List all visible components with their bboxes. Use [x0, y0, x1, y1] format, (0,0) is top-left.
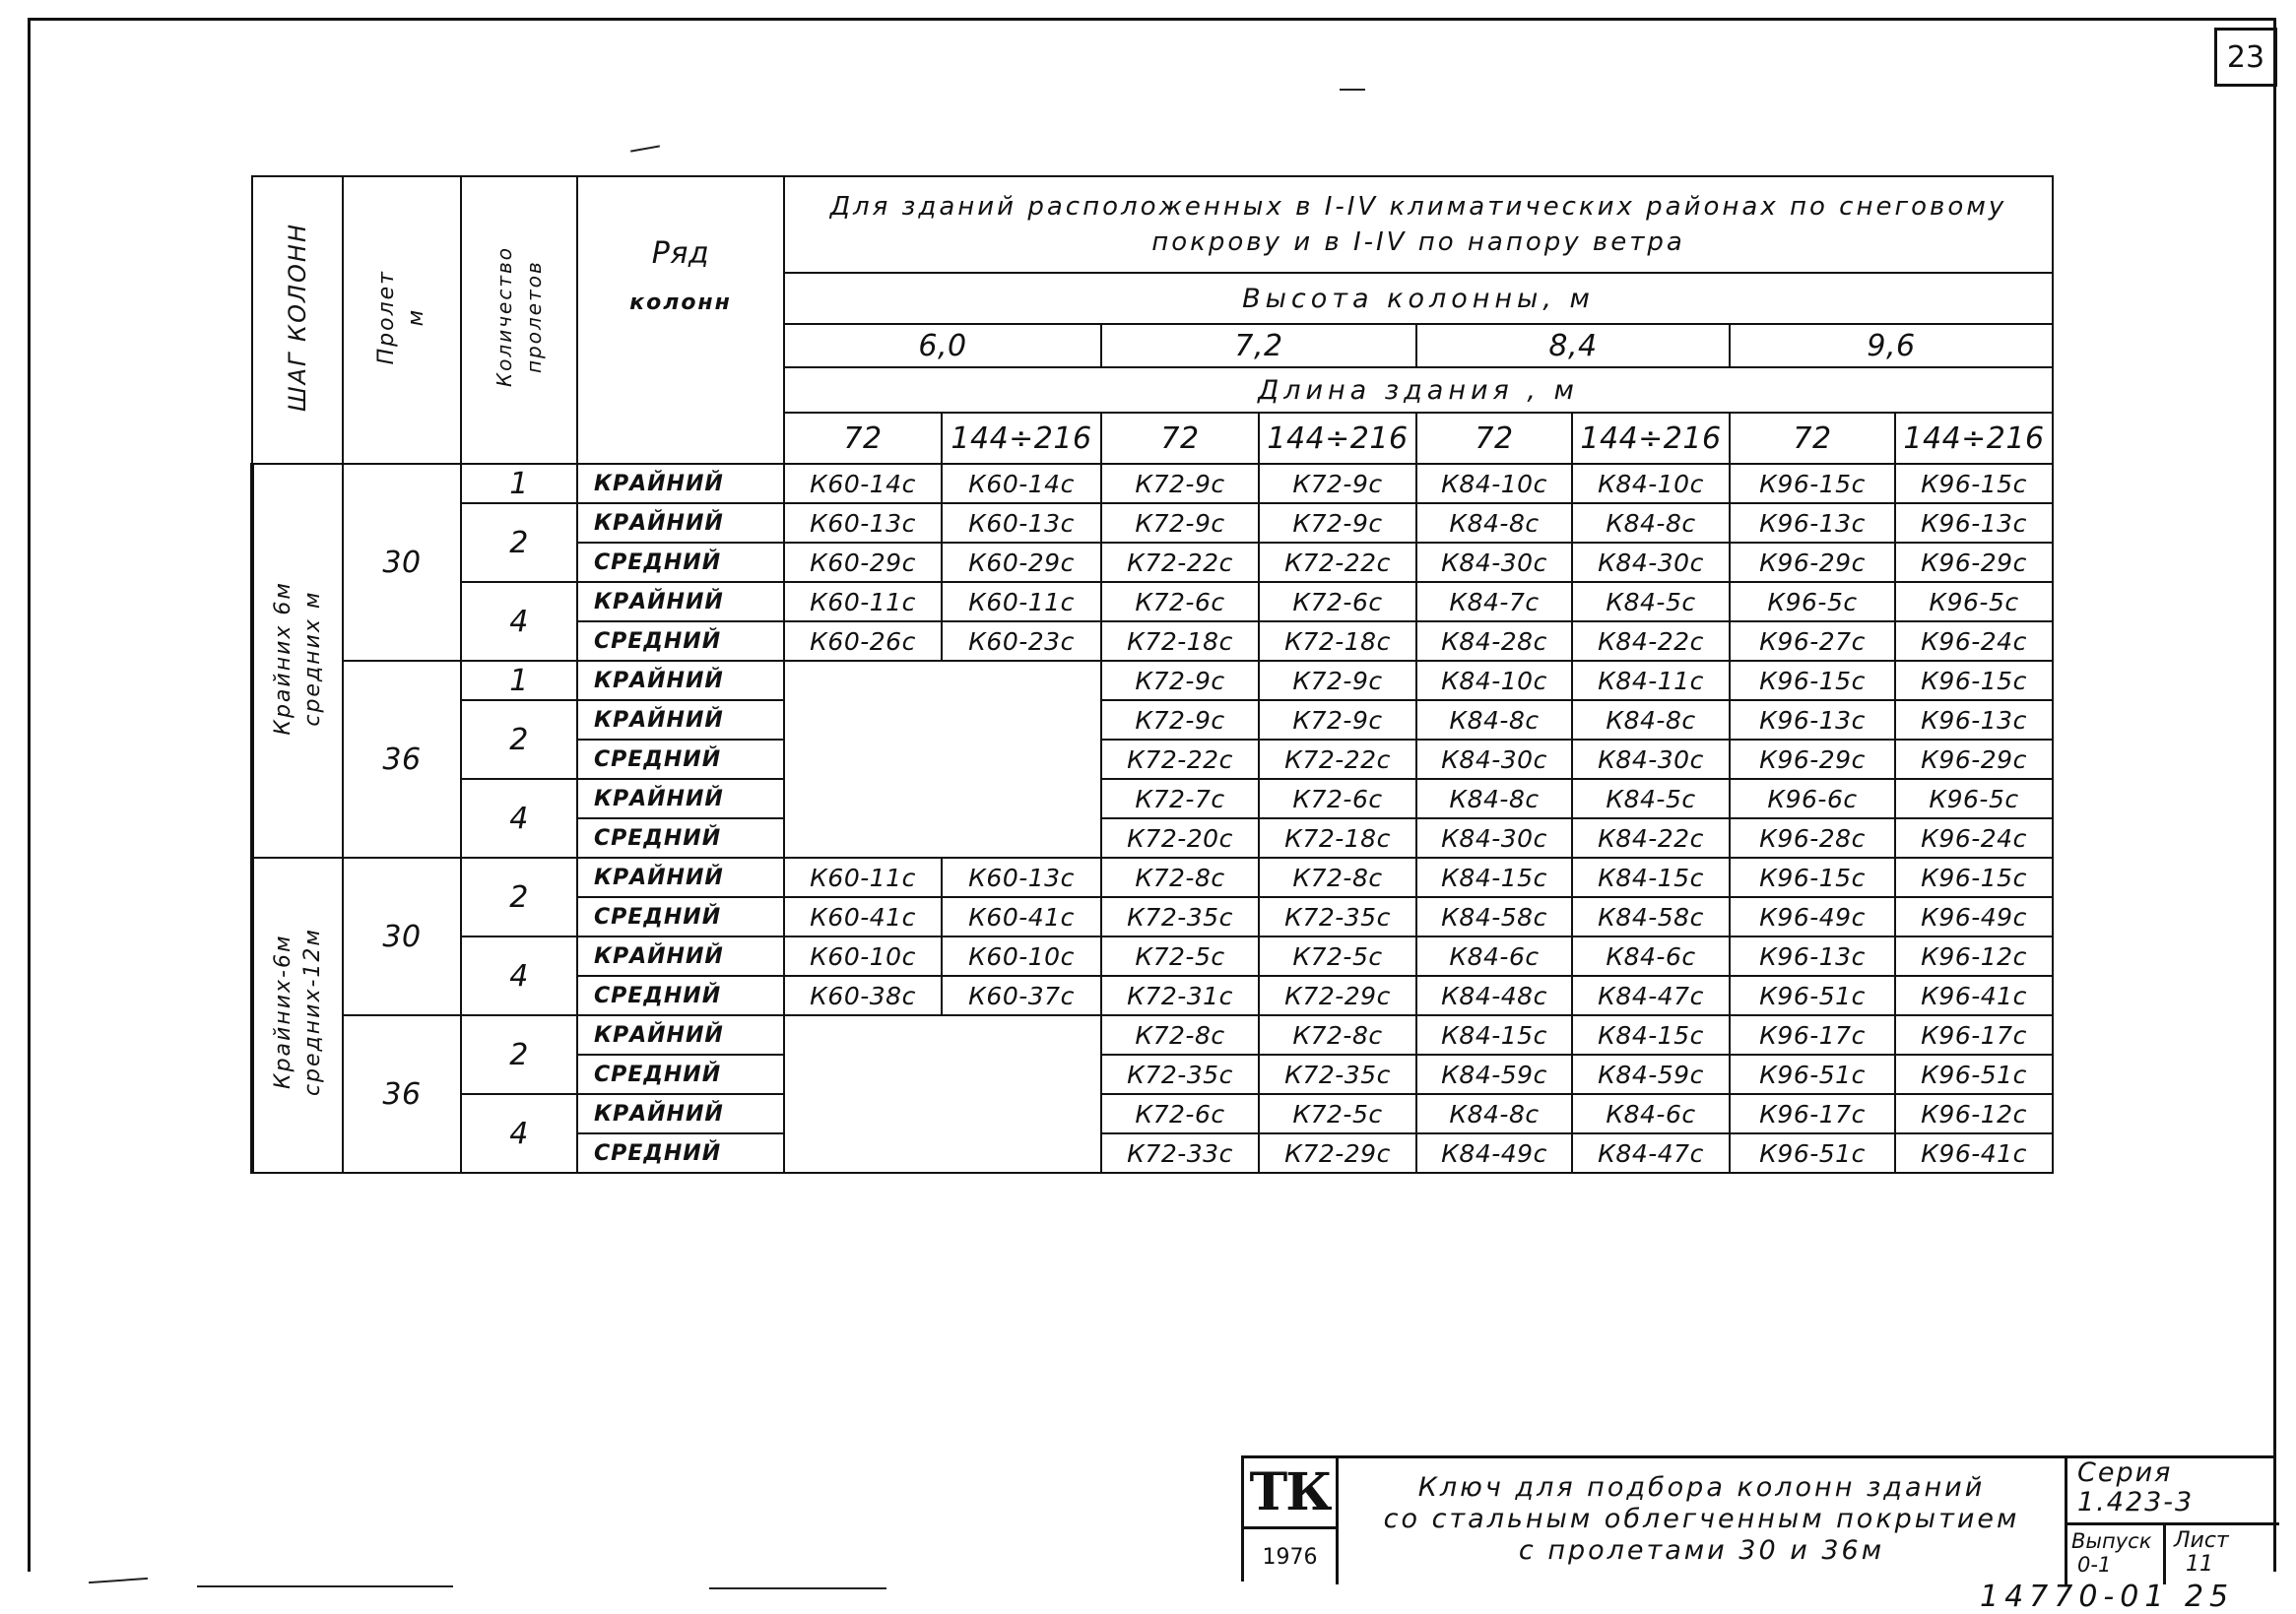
mark-cell: К84-6с	[1416, 936, 1572, 976]
count-cell: 2	[461, 858, 577, 936]
mark-cell: К96-6с	[1730, 779, 1895, 818]
mark-cell: К60-13с	[942, 503, 1101, 543]
mark-cell: К72-18с	[1101, 621, 1259, 661]
mark-cell: К60-13с	[784, 503, 942, 543]
mark-cell: К96-15с	[1895, 661, 2053, 700]
mark-cell: К96-51с	[1730, 1055, 1895, 1094]
mark-cell: К84-15с	[1416, 858, 1572, 897]
mark-cell: К72-35с	[1259, 897, 1416, 936]
row-type: СРЕДНИЙ	[577, 976, 784, 1015]
span-cell: 30	[343, 464, 461, 661]
mark-cell: К84-15с	[1572, 1015, 1730, 1055]
length-cell: 144÷216	[1259, 413, 1416, 464]
row-type: СРЕДНИЙ	[577, 1133, 784, 1173]
blank-cell	[784, 661, 1101, 858]
mark-cell: К84-22с	[1572, 621, 1730, 661]
mark-cell: К84-15с	[1572, 858, 1730, 897]
header-span: Пролет м	[343, 176, 461, 464]
mark-cell: К96-49с	[1895, 897, 2053, 936]
mark-cell: К72-9с	[1259, 661, 1416, 700]
series-cell: Серия 1.423-3	[2067, 1458, 2279, 1525]
count-cell: 1	[461, 661, 577, 700]
mark-cell: К96-5с	[1895, 779, 2053, 818]
mark-cell: К96-49с	[1730, 897, 1895, 936]
mark-cell: К96-17с	[1895, 1015, 2053, 1055]
mark-cell: К96-41с	[1895, 1133, 2053, 1173]
mark-cell: К84-10с	[1416, 464, 1572, 503]
mark-cell: К84-28с	[1416, 621, 1572, 661]
count-cell: 4	[461, 1094, 577, 1173]
mark-cell: К72-8с	[1259, 858, 1416, 897]
mark-cell: К84-5с	[1572, 779, 1730, 818]
mark-cell: К84-59с	[1572, 1055, 1730, 1094]
mark-cell: К84-47с	[1572, 976, 1730, 1015]
mark-cell: К84-8с	[1416, 1094, 1572, 1133]
count-cell: 4	[461, 936, 577, 1015]
mark-cell: К72-6с	[1101, 1094, 1259, 1133]
mark-cell: К60-23с	[942, 621, 1101, 661]
mark-cell: К60-29с	[784, 543, 942, 582]
mark-cell: К60-11с	[784, 582, 942, 621]
mark-cell: К72-9с	[1259, 464, 1416, 503]
mark-cell: К96-15с	[1730, 464, 1895, 503]
mark-cell: К96-29с	[1730, 543, 1895, 582]
header-height: Высота колонны, м	[784, 273, 2053, 324]
row-type: КРАЙНИЙ	[577, 1015, 784, 1055]
mark-cell: К96-51с	[1895, 1055, 2053, 1094]
mark-cell: К72-22с	[1101, 543, 1259, 582]
mark-cell: К72-35с	[1259, 1055, 1416, 1094]
mark-cell: К96-13с	[1895, 700, 2053, 740]
mark-cell: К60-29с	[942, 543, 1101, 582]
mark-cell: К96-28с	[1730, 818, 1895, 858]
year: 1976	[1244, 1529, 1339, 1584]
mark-cell: К84-6с	[1572, 936, 1730, 976]
count-cell: 4	[461, 582, 577, 661]
row-type: СРЕДНИЙ	[577, 740, 784, 779]
mark-cell: К72-5с	[1259, 936, 1416, 976]
mark-cell: К84-47с	[1572, 1133, 1730, 1173]
tk-logo: ТК	[1244, 1458, 1339, 1529]
mark-cell: К72-7с	[1101, 779, 1259, 818]
mark-cell: К84-10с	[1416, 661, 1572, 700]
mark-cell: К96-13с	[1730, 503, 1895, 543]
mark-cell: К96-17с	[1730, 1015, 1895, 1055]
mark-cell: К72-8с	[1101, 1015, 1259, 1055]
length-cell: 144÷216	[1895, 413, 2053, 464]
length-cell: 72	[1416, 413, 1572, 464]
mark-cell: К72-18с	[1259, 621, 1416, 661]
height-7-2: 7,2	[1101, 324, 1416, 367]
mark-cell: К96-41с	[1895, 976, 2053, 1015]
drawing-title: Ключ для подбора колонн зданий со стальным облегченным покрытием с пролетами 30 и 36м	[1339, 1458, 2067, 1584]
row-type: КРАЙНИЙ	[577, 1094, 784, 1133]
mark-cell: К84-48с	[1416, 976, 1572, 1015]
mark-cell: К60-26с	[784, 621, 942, 661]
mark-cell: К96-15с	[1730, 661, 1895, 700]
mark-cell: К96-15с	[1895, 858, 2053, 897]
mark-cell: К72-9с	[1101, 464, 1259, 503]
scan-mark	[1340, 89, 1365, 91]
mark-cell: К84-30с	[1416, 543, 1572, 582]
count-cell: 4	[461, 779, 577, 858]
height-9-6: 9,6	[1730, 324, 2053, 367]
mark-cell: К60-13с	[942, 858, 1101, 897]
mark-cell: К84-30с	[1572, 740, 1730, 779]
mark-cell: К84-30с	[1572, 543, 1730, 582]
header-count: Количество пролетов	[461, 176, 577, 464]
archive-number: 14770-01 25	[1980, 1580, 2235, 1614]
height-8-4: 8,4	[1416, 324, 1730, 367]
mark-cell: К96-29с	[1730, 740, 1895, 779]
mark-cell: К96-24с	[1895, 818, 2053, 858]
length-cell: 72	[1101, 413, 1259, 464]
mark-cell: К84-8с	[1416, 700, 1572, 740]
row-type: СРЕДНИЙ	[577, 621, 784, 661]
mark-cell: К72-22с	[1101, 740, 1259, 779]
count-cell: 2	[461, 1015, 577, 1094]
span-cell: 30	[343, 858, 461, 1015]
mark-cell: К84-5с	[1572, 582, 1730, 621]
mark-cell: К72-5с	[1101, 936, 1259, 976]
header-row: Ряд колонн	[577, 176, 784, 464]
row-type: СРЕДНИЙ	[577, 543, 784, 582]
mark-cell: К72-22с	[1259, 543, 1416, 582]
mark-cell: К96-13с	[1730, 936, 1895, 976]
mark-cell: К60-41с	[942, 897, 1101, 936]
row-type: КРАЙНИЙ	[577, 936, 784, 976]
length-cell: 144÷216	[1572, 413, 1730, 464]
mark-cell: К72-33с	[1101, 1133, 1259, 1173]
mark-cell: К72-9с	[1101, 661, 1259, 700]
mark-cell: К72-20с	[1101, 818, 1259, 858]
mark-cell: К84-15с	[1416, 1015, 1572, 1055]
mark-cell: К96-5с	[1895, 582, 2053, 621]
mark-cell: К72-8с	[1259, 1015, 1416, 1055]
mark-cell: К84-10с	[1572, 464, 1730, 503]
mark-cell: К72-5с	[1259, 1094, 1416, 1133]
mark-cell: К60-14с	[784, 464, 942, 503]
count-cell: 2	[461, 503, 577, 582]
sheet-cell: Лист 11	[2174, 1528, 2229, 1577]
mark-cell: К96-24с	[1895, 621, 2053, 661]
row-type: СРЕДНИЙ	[577, 818, 784, 858]
mark-cell: К72-6с	[1259, 582, 1416, 621]
row-type: СРЕДНИЙ	[577, 897, 784, 936]
header-climate: Для зданий расположенных в I-IV климатических районах по снеговому покрову и в I-IV по напору ветра	[784, 176, 2053, 273]
header-step: ШАГ КОЛОНН	[252, 176, 343, 464]
mark-cell: К96-13с	[1895, 503, 2053, 543]
count-cell: 1	[461, 464, 577, 503]
mark-cell: К72-29с	[1259, 976, 1416, 1015]
mark-cell: К96-17с	[1730, 1094, 1895, 1133]
mark-cell: К84-22с	[1572, 818, 1730, 858]
mark-cell: К84-11с	[1572, 661, 1730, 700]
row-type: КРАЙНИЙ	[577, 464, 784, 503]
mark-cell: К72-6с	[1101, 582, 1259, 621]
sheet-number: 23	[2214, 28, 2277, 87]
row-type: КРАЙНИЙ	[577, 582, 784, 621]
span-cell: 36	[343, 1015, 461, 1173]
mark-cell: К72-35с	[1101, 897, 1259, 936]
mark-cell: К72-35с	[1101, 1055, 1259, 1094]
scan-mark	[89, 1578, 148, 1583]
mark-cell: К96-29с	[1895, 740, 2053, 779]
mark-cell: К84-58с	[1416, 897, 1572, 936]
scan-mark	[197, 1585, 453, 1587]
mark-cell: К84-7с	[1416, 582, 1572, 621]
blank-cell	[784, 1015, 1101, 1173]
length-cell: 72	[1730, 413, 1895, 464]
row-type: КРАЙНИЙ	[577, 779, 784, 818]
mark-cell: К72-9с	[1101, 503, 1259, 543]
mark-cell: К72-8с	[1101, 858, 1259, 897]
mark-cell: К96-15с	[1895, 464, 2053, 503]
mark-cell: К60-11с	[942, 582, 1101, 621]
mark-cell: К96-12с	[1895, 1094, 2053, 1133]
header-length: Длина здания , м	[784, 367, 2053, 413]
mark-cell: К96-51с	[1730, 976, 1895, 1015]
title-block	[1241, 1455, 2276, 1582]
mark-cell: К84-49с	[1416, 1133, 1572, 1173]
group2-label: Крайних-6м средних-12м	[252, 858, 343, 1173]
group1-label: Крайних 6м средних м	[252, 464, 343, 858]
mark-cell: К60-11с	[784, 858, 942, 897]
mark-cell: К72-9с	[1101, 700, 1259, 740]
mark-cell: К96-5с	[1730, 582, 1895, 621]
mark-cell: К96-51с	[1730, 1133, 1895, 1173]
mark-cell: К96-12с	[1895, 936, 2053, 976]
row-type: КРАЙНИЙ	[577, 700, 784, 740]
mark-cell: К84-30с	[1416, 818, 1572, 858]
mark-cell: К72-18с	[1259, 818, 1416, 858]
row-type: КРАЙНИЙ	[577, 503, 784, 543]
mark-cell: К96-29с	[1895, 543, 2053, 582]
mark-cell: К84-59с	[1416, 1055, 1572, 1094]
row-type: КРАЙНИЙ	[577, 661, 784, 700]
row-type: СРЕДНИЙ	[577, 1055, 784, 1094]
mark-cell: К84-30с	[1416, 740, 1572, 779]
row-type: КРАЙНИЙ	[577, 858, 784, 897]
span-cell: 36	[343, 661, 461, 858]
mark-cell: К84-8с	[1572, 503, 1730, 543]
mark-cell: К72-29с	[1259, 1133, 1416, 1173]
mark-cell: К84-8с	[1416, 779, 1572, 818]
mark-cell: К72-22с	[1259, 740, 1416, 779]
mark-cell: К72-6с	[1259, 779, 1416, 818]
mark-cell: К60-41с	[784, 897, 942, 936]
mark-cell: К60-37с	[942, 976, 1101, 1015]
length-cell: 144÷216	[942, 413, 1101, 464]
column-selection-table	[250, 175, 2054, 1174]
mark-cell: К96-13с	[1730, 700, 1895, 740]
mark-cell: К84-8с	[1572, 700, 1730, 740]
count-cell: 2	[461, 700, 577, 779]
mark-cell: К72-31с	[1101, 976, 1259, 1015]
height-6-0: 6,0	[784, 324, 1101, 367]
mark-cell: К72-9с	[1259, 503, 1416, 543]
mark-cell: К60-10с	[784, 936, 942, 976]
mark-cell: К60-14с	[942, 464, 1101, 503]
mark-cell: К60-10с	[942, 936, 1101, 976]
mark-cell: К84-58с	[1572, 897, 1730, 936]
scan-mark	[709, 1587, 886, 1589]
mark-cell: К96-15с	[1730, 858, 1895, 897]
mark-cell: К96-27с	[1730, 621, 1895, 661]
length-cell: 72	[784, 413, 942, 464]
mark-cell: К60-38с	[784, 976, 942, 1015]
mark-cell: К72-9с	[1259, 700, 1416, 740]
mark-cell: К84-8с	[1416, 503, 1572, 543]
issue-cell: Выпуск 0-1	[2067, 1525, 2166, 1584]
mark-cell: К84-6с	[1572, 1094, 1730, 1133]
